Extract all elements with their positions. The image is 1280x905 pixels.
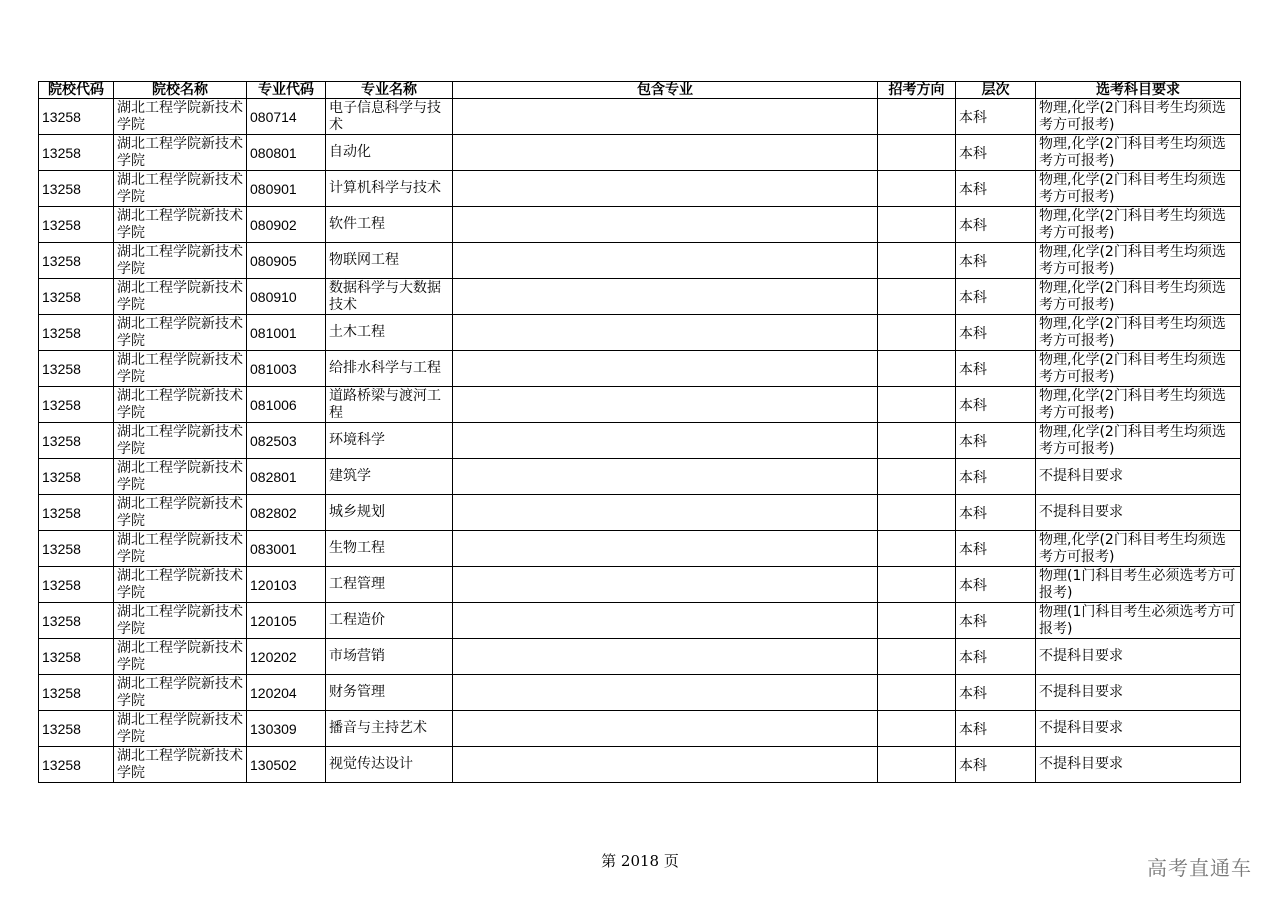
- majors-table: [38, 81, 1241, 783]
- school-name-cell: 湖北工程学院新技术学院: [114, 171, 247, 207]
- direction-cell: [878, 99, 956, 135]
- major-name-cell: 建筑学: [326, 459, 453, 495]
- level-cell: 本科: [956, 495, 1036, 531]
- school-code-cell: 13258: [39, 603, 114, 639]
- school-name-cell: 湖北工程学院新技术学院: [114, 495, 247, 531]
- major-code-cell: 082503: [247, 423, 326, 459]
- level-cell: 本科: [956, 207, 1036, 243]
- school-code-cell: 13258: [39, 639, 114, 675]
- major-code-cell: 080801: [247, 135, 326, 171]
- level-cell: 本科: [956, 639, 1036, 675]
- included-majors-cell: [453, 387, 878, 423]
- direction-cell: [878, 531, 956, 567]
- major-name-cell: 物联网工程: [326, 243, 453, 279]
- major-code-cell: 120204: [247, 675, 326, 711]
- school-name-cell: 湖北工程学院新技术学院: [114, 567, 247, 603]
- major-code-cell: 081006: [247, 387, 326, 423]
- major-code-cell: 081001: [247, 315, 326, 351]
- school-code-cell: 13258: [39, 135, 114, 171]
- table-row: [39, 639, 1241, 675]
- level-cell: 本科: [956, 675, 1036, 711]
- major-code-cell: 080714: [247, 99, 326, 135]
- school-name-cell: 湖北工程学院新技术学院: [114, 711, 247, 747]
- header-school-code: 院校代码: [39, 82, 114, 99]
- school-name-cell: 湖北工程学院新技术学院: [114, 639, 247, 675]
- table-row: [39, 135, 1241, 171]
- table-row: [39, 747, 1241, 783]
- school-name-cell: 湖北工程学院新技术学院: [114, 459, 247, 495]
- header-major-code: 专业代码: [247, 82, 326, 99]
- major-name-cell: 播音与主持艺术: [326, 711, 453, 747]
- major-code-cell: 080901: [247, 171, 326, 207]
- table-row: [39, 99, 1241, 135]
- major-name-cell: 工程造价: [326, 603, 453, 639]
- major-name-cell: 环境科学: [326, 423, 453, 459]
- included-majors-cell: [453, 567, 878, 603]
- direction-cell: [878, 639, 956, 675]
- direction-cell: [878, 603, 956, 639]
- requirement-cell: 不提科目要求: [1036, 495, 1241, 531]
- included-majors-cell: [453, 459, 878, 495]
- direction-cell: [878, 171, 956, 207]
- direction-cell: [878, 243, 956, 279]
- school-code-cell: 13258: [39, 423, 114, 459]
- direction-cell: [878, 675, 956, 711]
- school-code-cell: 13258: [39, 207, 114, 243]
- major-code-cell: 082802: [247, 495, 326, 531]
- table-row: [39, 171, 1241, 207]
- level-cell: 本科: [956, 567, 1036, 603]
- school-name-cell: 湖北工程学院新技术学院: [114, 135, 247, 171]
- requirement-cell: 物理,化学(2门科目考生均须选考方可报考): [1036, 531, 1241, 567]
- direction-cell: [878, 279, 956, 315]
- level-cell: 本科: [956, 243, 1036, 279]
- level-cell: 本科: [956, 531, 1036, 567]
- table-row: [39, 495, 1241, 531]
- header-major-name: 专业名称: [326, 82, 453, 99]
- direction-cell: [878, 459, 956, 495]
- school-code-cell: 13258: [39, 567, 114, 603]
- requirement-cell: 物理,化学(2门科目考生均须选考方可报考): [1036, 207, 1241, 243]
- included-majors-cell: [453, 351, 878, 387]
- major-code-cell: 083001: [247, 531, 326, 567]
- school-code-cell: 13258: [39, 459, 114, 495]
- major-name-cell: 城乡规划: [326, 495, 453, 531]
- level-cell: 本科: [956, 711, 1036, 747]
- school-name-cell: 湖北工程学院新技术学院: [114, 243, 247, 279]
- requirement-cell: 物理(1门科目考生必须选考方可报考): [1036, 603, 1241, 639]
- included-majors-cell: [453, 135, 878, 171]
- school-code-cell: 13258: [39, 279, 114, 315]
- direction-cell: [878, 207, 956, 243]
- included-majors-cell: [453, 423, 878, 459]
- level-cell: 本科: [956, 315, 1036, 351]
- direction-cell: [878, 747, 956, 783]
- requirement-cell: 物理,化学(2门科目考生均须选考方可报考): [1036, 315, 1241, 351]
- direction-cell: [878, 315, 956, 351]
- requirement-cell: 不提科目要求: [1036, 711, 1241, 747]
- major-code-cell: 082801: [247, 459, 326, 495]
- watermark: 高考直通车: [1147, 856, 1252, 880]
- included-majors-cell: [453, 207, 878, 243]
- table-row: [39, 351, 1241, 387]
- school-name-cell: 湖北工程学院新技术学院: [114, 675, 247, 711]
- school-name-cell: 湖北工程学院新技术学院: [114, 423, 247, 459]
- school-name-cell: 湖北工程学院新技术学院: [114, 351, 247, 387]
- included-majors-cell: [453, 495, 878, 531]
- direction-cell: [878, 711, 956, 747]
- direction-cell: [878, 351, 956, 387]
- requirement-cell: 物理,化学(2门科目考生均须选考方可报考): [1036, 351, 1241, 387]
- major-name-cell: 软件工程: [326, 207, 453, 243]
- major-name-cell: 道路桥梁与渡河工程: [326, 387, 453, 423]
- school-code-cell: 13258: [39, 711, 114, 747]
- level-cell: 本科: [956, 279, 1036, 315]
- major-code-cell: 080905: [247, 243, 326, 279]
- direction-cell: [878, 567, 956, 603]
- included-majors-cell: [453, 171, 878, 207]
- school-code-cell: 13258: [39, 351, 114, 387]
- table-row: [39, 459, 1241, 495]
- header-direction: 招考方向: [878, 82, 956, 99]
- included-majors-cell: [453, 243, 878, 279]
- major-name-cell: 市场营销: [326, 639, 453, 675]
- direction-cell: [878, 387, 956, 423]
- page-number: 第 2018 页: [601, 852, 679, 870]
- requirement-cell: 物理,化学(2门科目考生均须选考方可报考): [1036, 99, 1241, 135]
- included-majors-cell: [453, 675, 878, 711]
- school-code-cell: 13258: [39, 531, 114, 567]
- school-name-cell: 湖北工程学院新技术学院: [114, 531, 247, 567]
- school-code-cell: 13258: [39, 747, 114, 783]
- school-name-cell: 湖北工程学院新技术学院: [114, 99, 247, 135]
- school-name-cell: 湖北工程学院新技术学院: [114, 387, 247, 423]
- table-header-row: [39, 82, 1241, 99]
- table-row: [39, 423, 1241, 459]
- requirement-cell: 物理,化学(2门科目考生均须选考方可报考): [1036, 423, 1241, 459]
- requirement-cell: 物理,化学(2门科目考生均须选考方可报考): [1036, 387, 1241, 423]
- major-name-cell: 视觉传达设计: [326, 747, 453, 783]
- requirement-cell: 物理,化学(2门科目考生均须选考方可报考): [1036, 243, 1241, 279]
- header-school-name: 院校名称: [114, 82, 247, 99]
- table-row: [39, 675, 1241, 711]
- table-body: [39, 99, 1241, 783]
- major-name-cell: 财务管理: [326, 675, 453, 711]
- school-name-cell: 湖北工程学院新技术学院: [114, 279, 247, 315]
- included-majors-cell: [453, 747, 878, 783]
- major-code-cell: 120103: [247, 567, 326, 603]
- major-name-cell: 工程管理: [326, 567, 453, 603]
- level-cell: 本科: [956, 459, 1036, 495]
- level-cell: 本科: [956, 603, 1036, 639]
- school-code-cell: 13258: [39, 243, 114, 279]
- school-name-cell: 湖北工程学院新技术学院: [114, 747, 247, 783]
- header-requirement: 选考科目要求: [1036, 82, 1241, 99]
- table-row: [39, 603, 1241, 639]
- level-cell: 本科: [956, 387, 1036, 423]
- school-code-cell: 13258: [39, 675, 114, 711]
- major-code-cell: 130309: [247, 711, 326, 747]
- requirement-cell: 物理,化学(2门科目考生均须选考方可报考): [1036, 135, 1241, 171]
- school-code-cell: 13258: [39, 387, 114, 423]
- table-row: [39, 711, 1241, 747]
- included-majors-cell: [453, 711, 878, 747]
- major-code-cell: 120105: [247, 603, 326, 639]
- level-cell: 本科: [956, 135, 1036, 171]
- major-name-cell: 给排水科学与工程: [326, 351, 453, 387]
- school-code-cell: 13258: [39, 495, 114, 531]
- major-name-cell: 计算机科学与技术: [326, 171, 453, 207]
- requirement-cell: 物理,化学(2门科目考生均须选考方可报考): [1036, 171, 1241, 207]
- major-code-cell: 130502: [247, 747, 326, 783]
- requirement-cell: 不提科目要求: [1036, 675, 1241, 711]
- school-name-cell: 湖北工程学院新技术学院: [114, 603, 247, 639]
- major-code-cell: 080902: [247, 207, 326, 243]
- table-row: [39, 315, 1241, 351]
- table-row: [39, 531, 1241, 567]
- included-majors-cell: [453, 279, 878, 315]
- requirement-cell: 物理(1门科目考生必须选考方可报考): [1036, 567, 1241, 603]
- school-code-cell: 13258: [39, 171, 114, 207]
- included-majors-cell: [453, 315, 878, 351]
- school-code-cell: 13258: [39, 315, 114, 351]
- header-level: 层次: [956, 82, 1036, 99]
- table-row: [39, 243, 1241, 279]
- direction-cell: [878, 495, 956, 531]
- table-row: [39, 387, 1241, 423]
- major-code-cell: 081003: [247, 351, 326, 387]
- level-cell: 本科: [956, 423, 1036, 459]
- major-code-cell: 120202: [247, 639, 326, 675]
- school-name-cell: 湖北工程学院新技术学院: [114, 315, 247, 351]
- school-name-cell: 湖北工程学院新技术学院: [114, 207, 247, 243]
- requirement-cell: 不提科目要求: [1036, 747, 1241, 783]
- table-row: [39, 279, 1241, 315]
- included-majors-cell: [453, 99, 878, 135]
- level-cell: 本科: [956, 747, 1036, 783]
- direction-cell: [878, 135, 956, 171]
- level-cell: 本科: [956, 171, 1036, 207]
- included-majors-cell: [453, 531, 878, 567]
- included-majors-cell: [453, 639, 878, 675]
- requirement-cell: 物理,化学(2门科目考生均须选考方可报考): [1036, 279, 1241, 315]
- header-included-majors: 包含专业: [453, 82, 878, 99]
- school-code-cell: 13258: [39, 99, 114, 135]
- major-name-cell: 数据科学与大数据技术: [326, 279, 453, 315]
- table-row: [39, 207, 1241, 243]
- included-majors-cell: [453, 603, 878, 639]
- requirement-cell: 不提科目要求: [1036, 639, 1241, 675]
- level-cell: 本科: [956, 351, 1036, 387]
- major-name-cell: 电子信息科学与技术: [326, 99, 453, 135]
- table-row: [39, 567, 1241, 603]
- requirement-cell: 不提科目要求: [1036, 459, 1241, 495]
- direction-cell: [878, 423, 956, 459]
- major-name-cell: 土木工程: [326, 315, 453, 351]
- major-name-cell: 生物工程: [326, 531, 453, 567]
- major-code-cell: 080910: [247, 279, 326, 315]
- level-cell: 本科: [956, 99, 1036, 135]
- major-name-cell: 自动化: [326, 135, 453, 171]
